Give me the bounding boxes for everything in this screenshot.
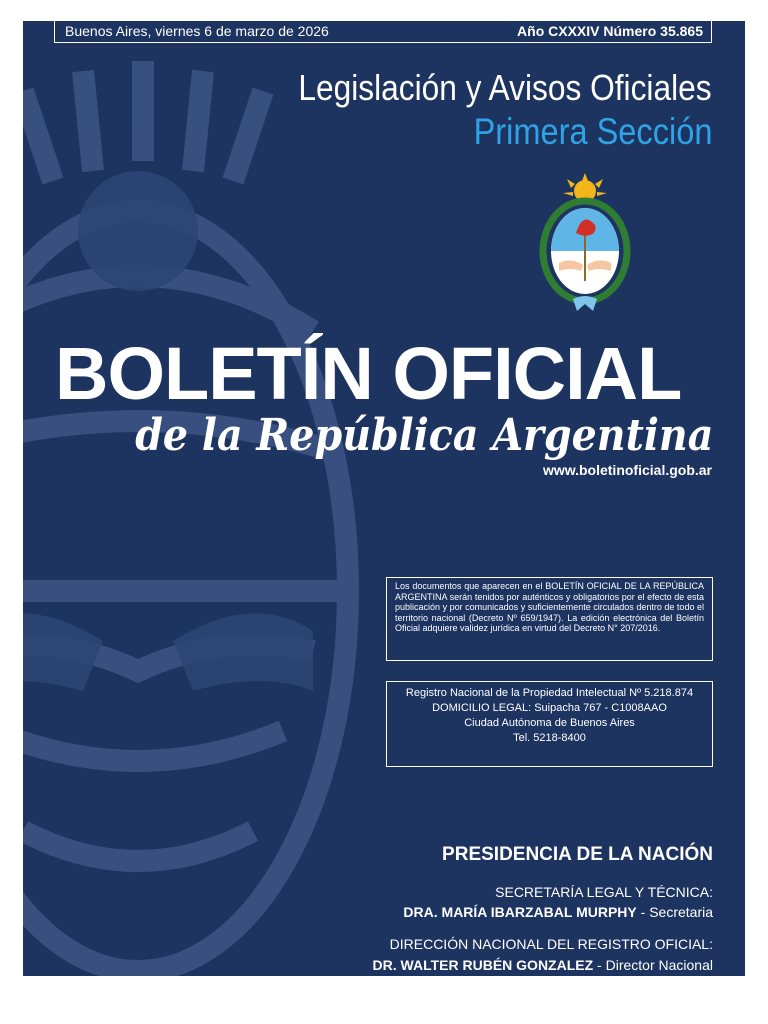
section-subtitle: Primera Sección <box>473 111 712 152</box>
masthead-subtitle: de la República Argentina <box>134 410 713 461</box>
website-link[interactable]: www.boletinoficial.gob.ar <box>542 462 712 478</box>
registry-line-2: DOMICILIO LEGAL: Suipacha 767 - C1008AAO <box>432 702 667 714</box>
secretaria-title: SECRETARÍA LEGAL Y TÉCNICA: <box>495 884 713 900</box>
direccion-name: DR. WALTER RUBÉN GONZALEZ <box>372 957 594 973</box>
issue-number: Año CXXXIV Número 35.865 <box>517 23 703 39</box>
direccion-role: - Director Nacional <box>593 957 713 973</box>
masthead-title: BOLETÍN OFICIAL <box>55 332 682 415</box>
secretaria-name: DRA. MARÍA IBARZABAL MURPHY <box>403 904 637 920</box>
secretaria-line <box>403 904 713 920</box>
registry-line-1: Registro Nacional de la Propiedad Intelectual Nº 5.218.874 <box>405 687 694 699</box>
section-title: Legislación y Avisos Oficiales <box>298 67 712 108</box>
secretaria-role: - Secretaria <box>636 904 713 920</box>
presidencia-heading: PRESIDENCIA DE LA NACIÓN <box>442 844 713 865</box>
cover-page <box>23 21 745 976</box>
registry-box <box>386 681 713 767</box>
direccion-line <box>373 957 713 973</box>
publication-date: Buenos Aires, viernes 6 de marzo de 2026 <box>65 23 329 39</box>
registry-line-3: Ciudad Autónoma de Buenos Aires <box>464 717 635 729</box>
legal-notice: Los documentos que aparecen en el BOLETÍN OFICIAL DE LA REPÚBLICA ARGENTINA serán tenidos por auténticos y obligatorios por el efecto de esta publicación y por comunicados y suficientemente circulados dentro de todo el territorio nacional (Decreto Nº 659/1947). La edición electrónica del Boletín Oficial adquiere validez jurídica en virtud del Decreto N° 207/2016. <box>386 577 713 661</box>
escudo-watermark-icon <box>23 31 373 976</box>
coat-of-arms-icon <box>535 171 635 316</box>
registry-line-4: Tel. 5218-8400 <box>513 732 586 744</box>
direccion-title: DIRECCIÓN NACIONAL DEL REGISTRO OFICIAL: <box>389 936 713 952</box>
header-bar <box>54 21 712 43</box>
